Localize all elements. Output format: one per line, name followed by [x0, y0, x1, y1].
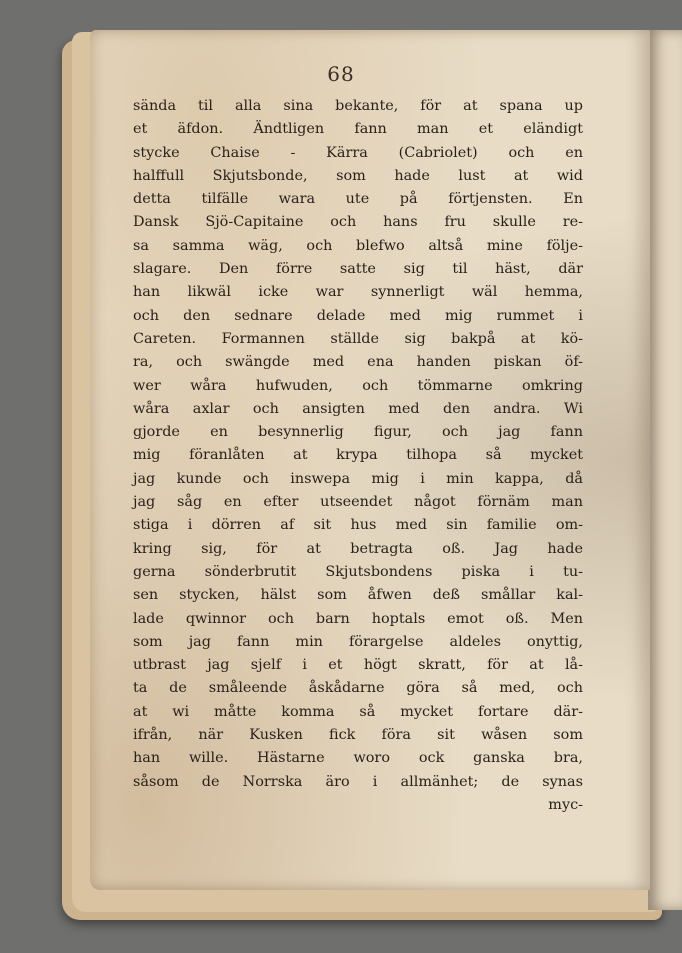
text-line: han wille. Hästarne woro ock ganska bra,	[133, 750, 583, 767]
text-line: Careten. Formannen ställde sig bakpå at kö-	[133, 330, 583, 347]
facing-page-edge	[648, 30, 682, 910]
text-line: kring sig, för at betragta oß. Jag hade	[133, 540, 583, 557]
text-line: stiga i dörren af sit hus med sin familie om-	[133, 517, 583, 534]
text-line: som jag fann min förargelse aldeles onyttig,	[133, 633, 583, 650]
text-line: han likwäl icke war synnerligt wäl hemma,	[133, 284, 583, 301]
text-line: gerna sönderbrutit Skjutsbondens piska i tu-	[133, 563, 583, 580]
text-line: detta tilfälle wara ute på förtjensten. En	[133, 191, 583, 208]
text-line: lade qwinnor och barn hoptals emot oß. Men	[133, 610, 583, 627]
text-line: et äfdon. Ändtligen fann man et eländigt	[133, 121, 583, 138]
catchword: myc-	[548, 796, 583, 813]
text-line: sända til alla sina bekante, för at spana up	[133, 98, 583, 114]
text-line: jag kunde och inswepa mig i min kappa, då	[133, 470, 583, 487]
text-line: och den sednare delade med mig rummet i	[133, 307, 583, 324]
text-line: mig föranlåten at krypa tilhopa så mycket	[133, 447, 583, 464]
text-line: ta de småleende åskådarne göra så med, och	[133, 680, 583, 697]
text-line: sen stycken, hälst som åfwen deß smållar kal-	[133, 587, 583, 604]
text-line: wer wåra hufwuden, och tömmarne omkring	[133, 377, 583, 394]
text-line: wåra axlar och ansigten med den andra. Wi	[133, 400, 583, 417]
text-line: at wi måtte komma så mycket fortare där-	[133, 703, 583, 720]
text-line: utbrast jag sjelf i et högt skratt, för at lå-	[133, 657, 583, 674]
text-line: såsom de Norrska äro i allmänhet; de synas	[133, 773, 583, 790]
page-body-text	[133, 95, 583, 817]
text-line: Dansk Sjö-Capitaine och hans fru skulle re-	[133, 214, 583, 231]
text-line: halffull Skjutsbonde, som hade lust at wid	[133, 167, 583, 184]
text-line: gjorde en besynnerlig figur, och jag fann	[133, 424, 583, 441]
text-line: slagare. Den förre satte sig til häst, där	[133, 261, 583, 278]
page-number: 68	[327, 62, 355, 86]
text-line: stycke Chaise - Kärra (Cabriolet) och en	[133, 144, 583, 161]
text-line: ra, och swängde med ena handen piskan öf-	[133, 354, 583, 371]
text-line: jag såg en efter utseendet något förnäm man	[133, 494, 583, 511]
text-line: sa samma wäg, och blefwo altså mine följe-	[133, 237, 583, 254]
text-line: ifrån, när Kusken fick föra sit wåsen som	[133, 727, 583, 744]
